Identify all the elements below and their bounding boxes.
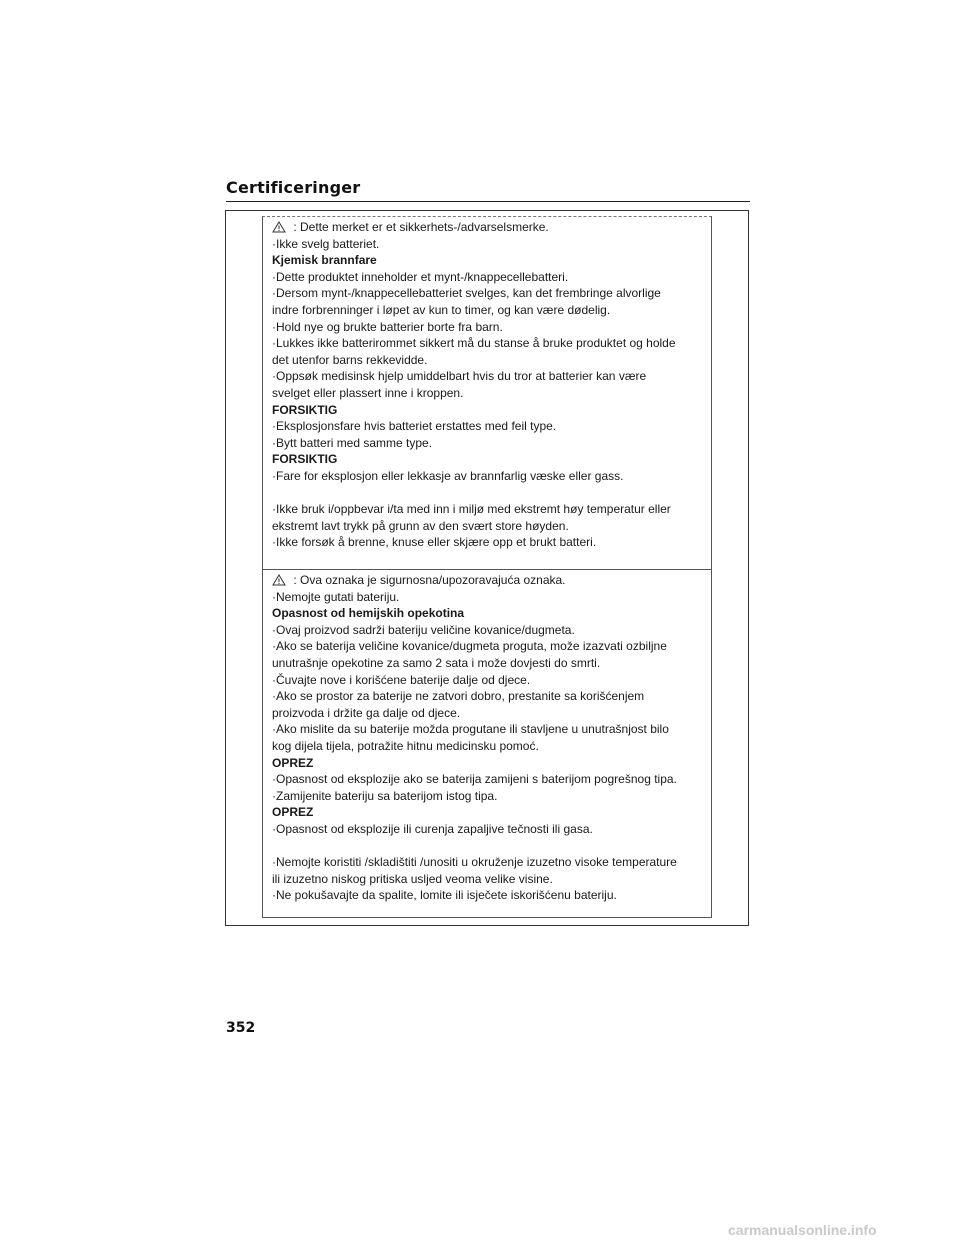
page-header bbox=[226, 178, 750, 202]
notice-text: ·Hold nye og brukte batterier borte fra barn. bbox=[272, 319, 503, 334]
notice-text: ·Ako se baterija veličine kovanice/dugmeta proguta, može izazvati ozbiljne bbox=[272, 639, 667, 654]
notice-heading bbox=[272, 755, 711, 772]
notice-line bbox=[272, 622, 711, 639]
notice-line bbox=[272, 821, 711, 838]
notice-line bbox=[272, 589, 711, 606]
notice-text: Opasnost od hemijskih opekotina bbox=[272, 606, 465, 621]
warning-triangle-icon bbox=[272, 574, 286, 586]
notice-text: ·Dette produktet inneholder et mynt-/knappecellebatteri. bbox=[272, 269, 569, 284]
notice-line bbox=[272, 688, 711, 705]
notice-text: ·Ako mislite da su baterije možda progutane ili stavljene u unutrašnjost bilo bbox=[272, 722, 669, 737]
notice-text: proizvoda i držite ga dalje od djece. bbox=[272, 705, 461, 720]
notice-line bbox=[272, 655, 711, 672]
notice-line bbox=[272, 435, 711, 452]
notice-text: kog dijela tijela, potražite hitnu medicinsku pomoć. bbox=[272, 738, 539, 753]
notice-line bbox=[272, 738, 711, 755]
notice-line bbox=[272, 352, 711, 369]
notice-text: ·Opasnost od eksplozije ili curenja zapaljive tečnosti ili gasa. bbox=[272, 821, 593, 836]
notice-line bbox=[272, 854, 711, 871]
notice-text: unutrašnje opekotine za samo 2 sata i može dovjesti do smrti. bbox=[272, 655, 601, 670]
notice-line bbox=[272, 572, 711, 589]
notice-text: ·Ovaj proizvod sadrži bateriju veličine kovanice/dugmeta. bbox=[272, 622, 575, 637]
notice-text: ·Ikke bruk i/oppbevar i/ta med inn i miljø med ekstremt høy temperatur eller bbox=[272, 502, 671, 517]
notice-text: ·Dersom mynt-/knappecellebatteriet svelges, kan det frembringe alvorlige bbox=[272, 286, 661, 301]
notice-heading bbox=[272, 605, 711, 622]
notice-line bbox=[272, 721, 711, 738]
notice-text: ·Fare for eksplosjon eller lekkasje av brannfarlig væske eller gass. bbox=[272, 468, 624, 483]
notice-line bbox=[272, 887, 711, 904]
battery-notice-croatian bbox=[262, 569, 712, 918]
notice-line bbox=[272, 788, 711, 805]
notice-text: OPREZ bbox=[272, 755, 314, 770]
notice-line bbox=[272, 638, 711, 655]
notice-text: FORSIKTIG bbox=[272, 402, 338, 417]
notice-text: ·Opasnost od eksplozije ako se baterija zamijeni s baterijom pogrešnog tipa. bbox=[272, 772, 677, 787]
battery-notice-norwegian bbox=[262, 216, 712, 569]
notice-text: ·Bytt batteri med samme type. bbox=[272, 435, 433, 450]
notice-text: ekstremt lavt trykk på grunn av den svært store høyden. bbox=[272, 518, 569, 533]
notice-text: Kjemisk brannfare bbox=[272, 253, 377, 268]
notice-line bbox=[272, 705, 711, 722]
page-title: Certificeringer bbox=[226, 178, 361, 197]
page-number: 352 bbox=[226, 1020, 256, 1036]
notice-heading bbox=[272, 402, 711, 419]
notice-line bbox=[272, 534, 711, 551]
notice-text: : Ova oznaka je sigurnosna/upozoravajuća oznaka. bbox=[290, 573, 566, 587]
notice-text: ·Ako se prostor za baterije ne zatvori dobro, prestanite sa korišćenjem bbox=[272, 689, 645, 704]
notice-text: : Dette merket er et sikkerhets-/advarselsmerke. bbox=[290, 220, 549, 234]
notice-text: ·Ne pokušavajte da spalite, lomite ili isječete iskorišćenu bateriju. bbox=[272, 888, 617, 903]
notice-line bbox=[272, 335, 711, 352]
notice-heading bbox=[272, 804, 711, 821]
notice-text: ·Ikke svelg batteriet. bbox=[272, 236, 380, 251]
notice-line bbox=[272, 302, 711, 319]
spacer bbox=[272, 485, 711, 502]
notice-line bbox=[272, 368, 711, 385]
notice-line bbox=[272, 236, 711, 253]
notice-heading bbox=[272, 451, 711, 468]
notice-line bbox=[272, 771, 711, 788]
notice-line bbox=[272, 418, 711, 435]
notice-text: ili izuzetno niskog pritiska usljed veoma velike visine. bbox=[272, 871, 553, 886]
notice-text: svelget eller plassert inne i kroppen. bbox=[272, 385, 464, 400]
notice-line bbox=[272, 385, 711, 402]
notice-text: ·Zamijenite bateriju sa baterijom istog tipa. bbox=[272, 788, 498, 803]
spacer bbox=[272, 838, 711, 855]
notice-line bbox=[272, 319, 711, 336]
notice-text: ·Eksplosjonsfare hvis batteriet erstattes med feil type. bbox=[272, 419, 557, 434]
warning-triangle-icon bbox=[272, 221, 286, 233]
notice-text: ·Lukkes ikke batterirommet sikkert må du stanse å bruke produktet og holde bbox=[272, 336, 676, 351]
notice-line bbox=[272, 501, 711, 518]
notice-text: FORSIKTIG bbox=[272, 452, 338, 467]
watermark: carmanualsonline.info bbox=[728, 1222, 877, 1238]
notice-line bbox=[272, 219, 711, 236]
notice-text: det utenfor barns rekkevidde. bbox=[272, 352, 428, 367]
notice-line bbox=[272, 871, 711, 888]
notice-text: indre forbrenninger i løpet av kun to timer, og kan være dødelig. bbox=[272, 302, 611, 317]
notice-line bbox=[272, 269, 711, 286]
notice-text: ·Čuvajte nove i korišćene baterije dalje od djece. bbox=[272, 672, 531, 687]
notice-line bbox=[272, 285, 711, 302]
notice-text: ·Nemojte koristiti /skladištiti /unositi u okruženje izuzetno visoke temperature bbox=[272, 855, 677, 870]
notice-line bbox=[272, 518, 711, 535]
notice-line bbox=[272, 468, 711, 485]
notice-text: ·Ikke forsøk å brenne, knuse eller skjære opp et brukt batteri. bbox=[272, 535, 597, 550]
notice-text: OPREZ bbox=[272, 805, 314, 820]
notice-text: ·Nemojte gutati bateriju. bbox=[272, 589, 400, 604]
notice-line bbox=[272, 672, 711, 689]
notice-text: ·Oppsøk medisinsk hjelp umiddelbart hvis du tror at batterier kan være bbox=[272, 369, 647, 384]
notice-heading bbox=[272, 252, 711, 269]
